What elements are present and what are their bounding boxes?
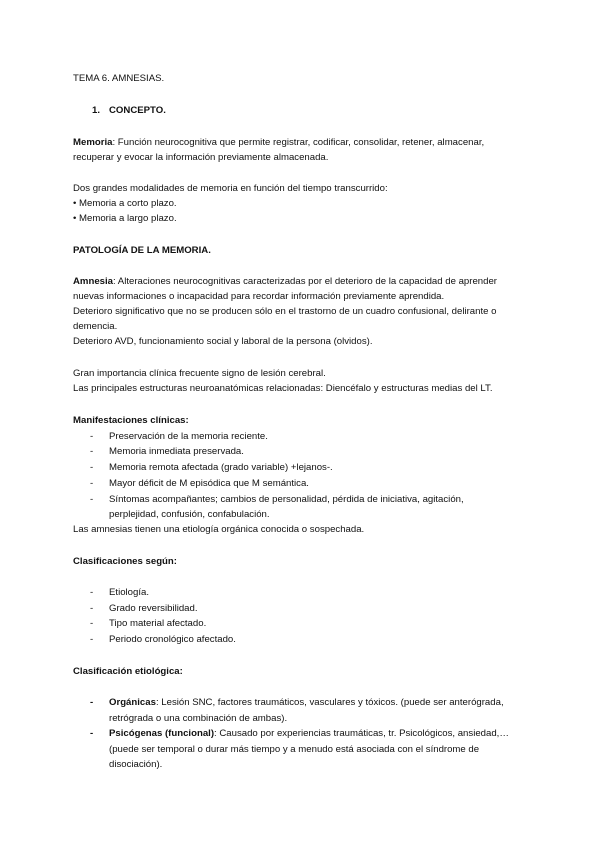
list-dash: - <box>90 431 94 442</box>
list-dash: - <box>90 587 94 598</box>
manifestacion-item: Preservación de la memoria reciente. <box>109 431 268 442</box>
section-heading-concepto: CONCEPTO. <box>109 105 166 116</box>
organicas-line1 <box>109 695 504 710</box>
psicogenas-line2: (puede ser temporal o durar más tiempo y a menudo está asociada con el síndrome de <box>109 744 480 755</box>
psicogenas-text: : Causado por experiencias traumáticas, tr. Psicológicos, ansiedad,… <box>214 728 509 739</box>
amnesia-term: Amnesia <box>73 276 113 287</box>
list-dash: - <box>90 446 94 457</box>
modalidades-intro: Dos grandes modalidades de memoria en función del tiempo transcurrido: <box>73 183 388 194</box>
memoria-definition-line2: recuperar y evocar la información previamente almacenada. <box>73 152 329 163</box>
list-dash: - <box>90 494 94 505</box>
list-dash: - <box>90 478 94 489</box>
etiologica-heading: Clasificación etiológica: <box>73 666 183 677</box>
manifestaciones-closing: Las amnesias tienen una etiología orgánica conocida o sospechada. <box>73 524 365 535</box>
manifestaciones-heading: Manifestaciones clínicas: <box>73 415 189 426</box>
amnesia-definition-line3: Deterioro significativo que no se producen sólo en el trastorno de un cuadro confusional, delirante o <box>73 306 497 317</box>
list-dash: - <box>90 634 94 645</box>
organicas-line2: retrógrada o una combinación de ambas). <box>109 713 288 724</box>
clasificacion-item: Tipo material afectado. <box>109 618 207 629</box>
amnesia-definition-line1 <box>73 274 497 289</box>
memoria-text: Función neurocognitiva que permite registrar, codificar, consolidar, retener, almacenar, <box>115 137 485 148</box>
list-dash: - <box>90 462 94 473</box>
importancia-line1: Gran importancia clínica frecuente signo de lesión cerebral. <box>73 368 326 379</box>
modalidad-item: • Memoria a corto plazo. <box>73 198 177 209</box>
patologia-heading: PATOLOGÍA DE LA MEMORIA. <box>73 245 211 256</box>
psicogenas-line1 <box>109 726 509 741</box>
importancia-line2: Las principales estructuras neuroanatómicas relacionadas: Diencéfalo y estructuras medias del LT. <box>73 383 493 394</box>
manifestacion-item: Mayor déficit de M episódica que M semántica. <box>109 478 309 489</box>
amnesia-definition-line2: nuevas informaciones o incapacidad para recordar información previamente aprendida. <box>73 291 445 302</box>
organicas-term: Orgánicas <box>109 697 156 708</box>
document-title: TEMA 6. AMNESIAS. <box>73 73 165 84</box>
psicogenas-line3: disociación). <box>109 759 163 770</box>
manifestacion-item: Memoria remota afectada (grado variable) +lejanos-. <box>109 462 333 473</box>
clasificacion-item: Periodo cronológico afectado. <box>109 634 236 645</box>
memoria-definition-line1 <box>73 135 484 150</box>
clasificacion-item: Grado reversibilidad. <box>109 603 198 614</box>
clasificaciones-heading: Clasificaciones según: <box>73 556 177 567</box>
amnesia-definition-line4: demencia. <box>73 321 118 332</box>
manifestacion-item-continuation: perplejidad, confusión, confabulación. <box>109 509 270 520</box>
section-number: 1. <box>92 105 101 116</box>
list-dash: - <box>90 697 94 708</box>
amnesia-definition-line5: Deterioro AVD, funcionamiento social y laboral de la persona (olvidos). <box>73 336 373 347</box>
manifestacion-item: Síntomas acompañantes; cambios de personalidad, pérdida de iniciativa, agitación, <box>109 494 464 505</box>
manifestacion-item: Memoria inmediata preservada. <box>109 446 244 457</box>
list-dash: - <box>90 728 94 739</box>
list-dash: - <box>90 603 94 614</box>
memoria-term: Memoria <box>73 137 113 148</box>
organicas-text: : Lesión SNC, factores traumáticos, vasculares y tóxicos. (puede ser anterógrada, <box>155 697 504 708</box>
amnesia-text: : Alteraciones neurocognitivas caracterizadas por el deterioro de la capacidad de aprender <box>113 276 497 287</box>
list-dash: - <box>90 618 94 629</box>
modalidad-item: • Memoria a largo plazo. <box>73 213 177 224</box>
clasificacion-item: Etiología. <box>109 587 150 598</box>
memoria-colon: : <box>112 137 116 148</box>
psicogenas-term: Psicógenas (funcional) <box>109 728 215 739</box>
